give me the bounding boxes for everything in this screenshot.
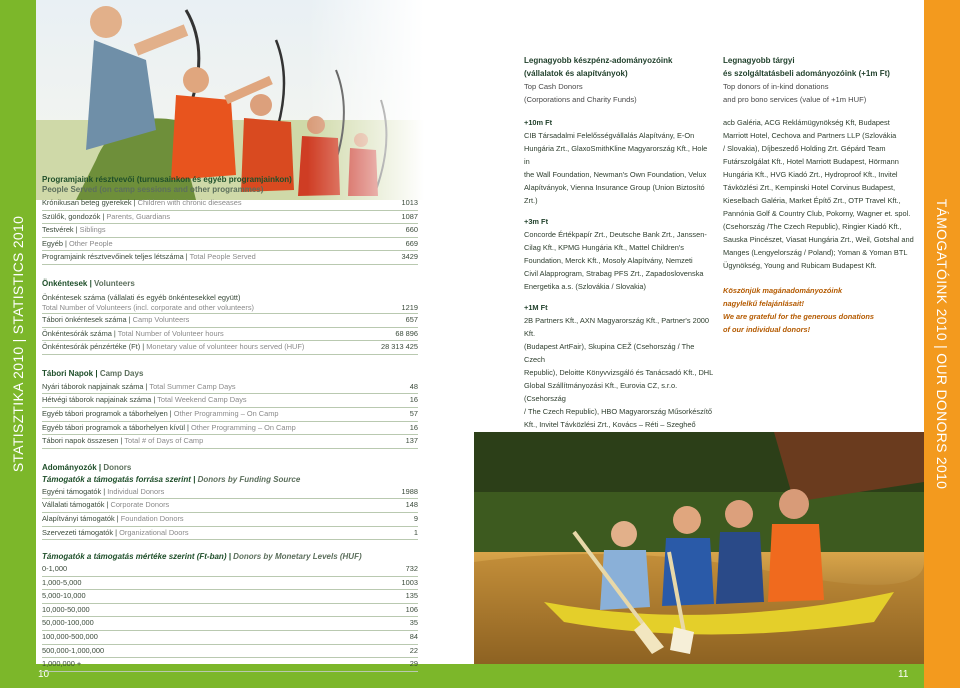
tier-list: 2B Partners Kft., AXN Magyarország Kft., Partner's 2000 Kft. (Budapest ArtFair), Skupina CEŽ (Csehország / The Czech Republic), Deloitte Könyvvizsgáló és Tanácsadó Kft., DHL Global Szállítmányozási Kft., Eurovia CZ, s.r.o. (Csehország / The Czech Republic), HBO Magyarország Műsorkészítő Kft., Invitel Távközlési Zrt., Kovács – Réti – Szegheő [524, 316, 714, 429]
table-row: Önkéntesórák száma | Total Number of Volunteer hours 68 896 [42, 328, 418, 342]
table-row: Egyéb tábori programok a táborhelyen kívül | Other Programming – On Camp 16 [42, 422, 418, 436]
table-row: Egyéni támogatók | Individual Donors 1988 [42, 486, 418, 500]
inkind-donors-title-en: Top donors of in-kind donations and pro bono services (value of +1m HUF) [723, 82, 867, 104]
right-side-stripe [924, 0, 960, 688]
cash-donors-title: Legnagyobb készpénz-adományozóink (vállalatok és alapítványok) [524, 56, 673, 78]
statistics-section [42, 175, 418, 672]
people-served-table [42, 197, 418, 265]
tier-label: +1M Ft [524, 303, 548, 312]
table-row: Testvérek | Siblings 660 [42, 224, 418, 238]
table-row: 50,000-100,000 35 [42, 617, 418, 631]
table-row: Programjaink résztvevőinek teljes létszáma | Total People Served 3429 [42, 251, 418, 265]
left-stripe-title: STATISZTIKA 2010 | STATISTICS 2010 [10, 215, 26, 473]
table-row: Szervezeti támogatók | Organizational Doors 1 [42, 527, 418, 541]
volunteers-table [42, 291, 418, 355]
cash-donors-title-en: Top Cash Donors (Corporations and Charity Funds) [524, 82, 637, 104]
inkind-donors-column [723, 54, 919, 336]
inkind-list: acb Galéria, ACG Reklámügynökség Kft, Budapest Marriott Hotel, Cechova and Partners LLP (Szlovákia / Slovakia), Díjbeszedő Holding Zrt. Gépárd Team Futárszolgálat Kft., Hotel Marriott Budapest, Hörmann Hungária Kft., HVG Kiadó Zrt., Hydroproof Kft., Invitel Távközlési Zrt., Kempinski Hotel Corvinus Budapest, Kieselbach Galéria, Market Építő Zrt., OTP Travel Kft., Pannónia Golf & Country Club, Pokorny, Wagner et. spol. (Csehország /The Czech Republic), Ringier Kiadó Kft., Sauska Pincészet, Viasat Hungária Zrt., Weil, Gotshal and Manges (Lengyelország / Poland); Yoman & Yoman BTL Ügynökség, Young and Rubicam Budapest Kft. [723, 118, 914, 270]
table-row: Krónikusan beteg gyerekek | Children with chronic dieseases 1013 [42, 197, 418, 211]
table-row: 1,000-5,000 1003 [42, 577, 418, 591]
camp-days-heading: Tábori Napok | Camp Days [42, 368, 144, 378]
table-row: 1,000,000 + 29 [42, 658, 418, 672]
cash-donors-column [524, 54, 714, 496]
table-row: 500,000-1,000,000 22 [42, 645, 418, 659]
canoe-photo [474, 432, 924, 664]
tier-list: Concorde Értékpapír Zrt., Deutsche Bank Zrt., Janssen- Cilag Kft., KPMG Hungária Kft., Mattel Children's Foundation, Merck Kft., Mosoly Alapítvány, Nemzeti Civil Alapprogram, Strabag PFS Zrt., Zapadoslovenska Energetika a.s. (Szlovákia / Slovakia) [524, 230, 707, 291]
table-row: Egyéb | Other People 669 [42, 238, 418, 252]
table-row: Önkéntesek száma (vállalati és egyéb önkéntesekkel együtt) Total Number of Volunteers (incl. corporate and other volunteers) 1219 [42, 292, 418, 312]
table-row: Nyári táborok napjainak száma | Total Summer Camp Days 48 [42, 381, 418, 395]
table-row: Tábori önkéntesek száma | Camp Volunteers 657 [42, 314, 418, 328]
donors-by-source-heading: Támogatók a támogatás forrása szerint | Donors by Funding Source [42, 474, 301, 484]
right-stripe-title: TÁMOGATÓINK 2010 | OUR DONORS 2010 [934, 198, 950, 490]
table-row: Egyéb tábori programok a táborhelyen | Other Programming – On Camp 57 [42, 408, 418, 422]
table-row: 0-1,000 732 [42, 563, 418, 577]
tier-label: +3m Ft [524, 217, 549, 226]
table-row: 5,000-10,000 135 [42, 590, 418, 604]
page-number-right: 11 [898, 669, 909, 680]
donors-by-source-table [42, 486, 418, 540]
tier-label: +10m Ft [524, 118, 553, 127]
people-served-heading: Programjaink résztvevői (turnusainkon és egyéb programjainkon) People Served (on camp sessions and other programmes) [42, 175, 292, 194]
donors-by-level-table [42, 563, 418, 672]
donors-heading: Adományozók | Donors [42, 462, 132, 472]
donors-by-level-heading: Támogatók a támogatás mértéke szerint (Ft-ban) | Donors by Monetary Levels (HUF) [42, 552, 362, 562]
table-row: 10,000-50,000 106 [42, 604, 418, 618]
page-number-left: 10 [38, 669, 50, 680]
inkind-donors-title: Legnagyobb tárgyi és szolgáltatásbeli adományozóink (+1m Ft) [723, 56, 890, 78]
archery-photo [36, 0, 424, 200]
thanks-message: Köszönjük magánadományozóink nagylelkű felajánlásait! We are grateful for the generous donations of our individual donors! [723, 286, 874, 334]
table-row: Alapítványi támogatók | Foundation Donors 9 [42, 513, 418, 527]
camp-days-table [42, 381, 418, 449]
table-row: Önkéntesórák pénzértéke (Ft) | Monetary value of volunteer hours served (HUF) 28 313 425 [42, 341, 418, 355]
table-row: 100,000-500,000 84 [42, 631, 418, 645]
tier-list: CIB Társadalmi Felelősségvállalás Alapítvány, E-On Hungária Zrt., GlaxoSmithKline Magyarország Kft., Hole in the Wall Foundation, Newman's Own Foundation, Velux Alapítványok, Vienna Insurance Group (Union Biztosító Zrt.) [524, 131, 708, 205]
left-side-stripe [0, 0, 36, 688]
volunteers-heading: Önkéntesek | Volunteers [42, 278, 135, 288]
table-row: Vállalati támogatók | Corporate Donors 148 [42, 499, 418, 513]
table-row: Hétvégi táborok napjainak száma | Total Weekend Camp Days 16 [42, 394, 418, 408]
table-row: Szülők, gondozók | Parents, Guardians 1087 [42, 211, 418, 225]
table-row: Tábori napok összesen | Total # of Days of Camp 137 [42, 435, 418, 449]
